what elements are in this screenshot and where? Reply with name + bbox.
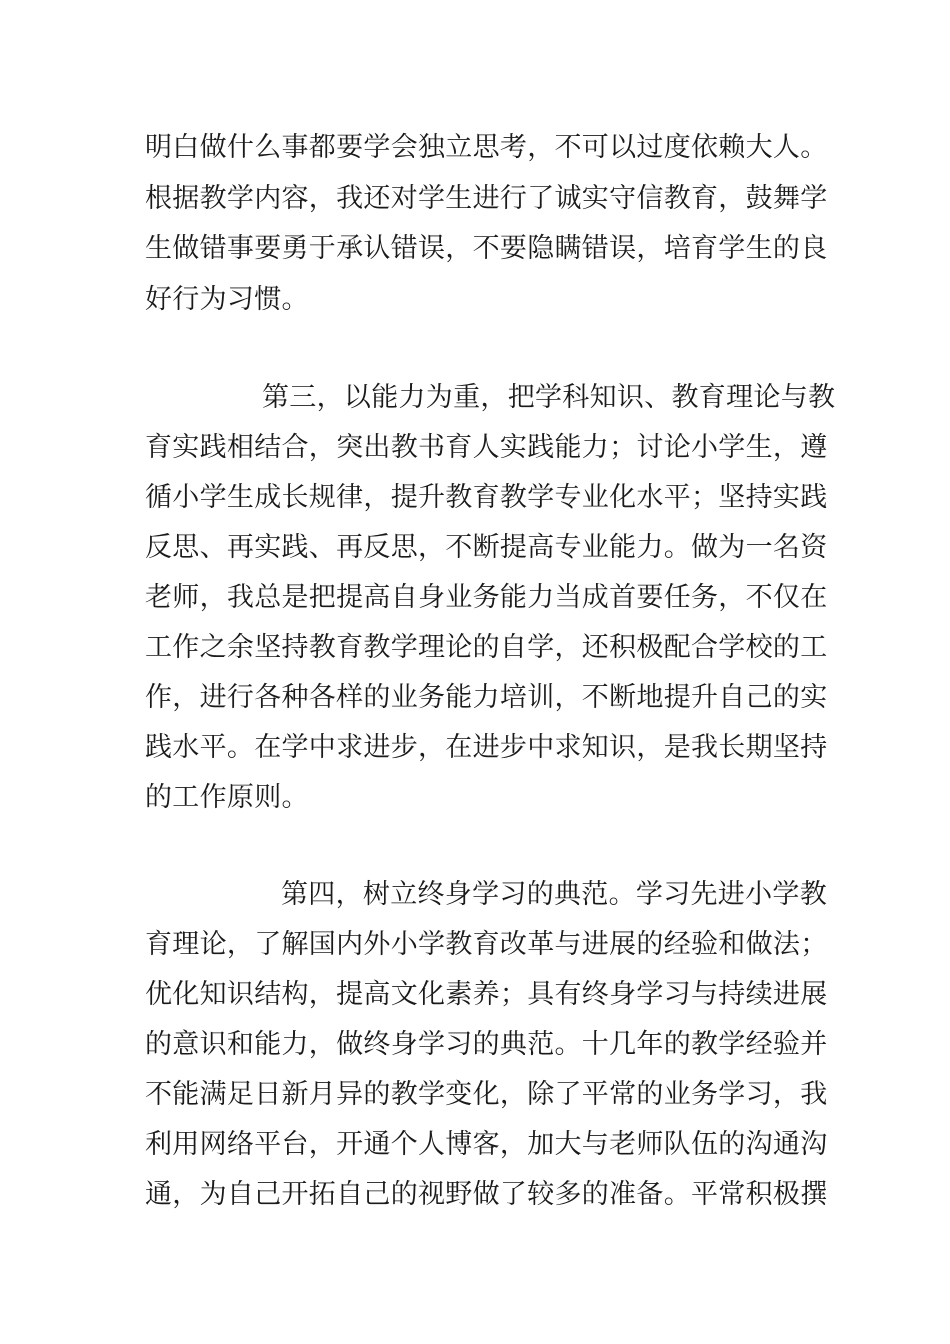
paragraph-1-line-1: 明白做什么事都要学会独立思考，不可以过度依赖大人。	[145, 132, 828, 163]
paragraph-2-line-8: 践水平。在学中求进步，在进步中求知识，是我长期坚持	[145, 732, 828, 763]
paragraph-2-line-7: 作，进行各种各样的业务能力培训，不断地提升自己的实	[145, 682, 828, 713]
paragraph-3-line-7: 通，为自己开拓自己的视野做了较多的准备。平常积极撰	[145, 1179, 828, 1210]
paragraph-1-line-4: 好行为习惯。	[145, 284, 309, 315]
paragraph-1-line-2: 根据教学内容，我还对学生进行了诚实守信教育，鼓舞学	[145, 183, 828, 214]
paragraph-3-line-1: 第四，树立终身学习的典范。学习先进小学教	[281, 879, 827, 910]
paragraph-2-line-2: 育实践相结合，突出教书育人实践能力；讨论小学生，遵	[145, 432, 828, 463]
paragraph-3-line-2: 育理论，了解国内外小学教育改革与进展的经验和做法；	[145, 929, 828, 960]
paragraph-3-line-4: 的意识和能力，做终身学习的典范。十几年的教学经验并	[145, 1029, 828, 1060]
paragraph-2-line-6: 工作之余坚持教育教学理论的自学，还积极配合学校的工	[145, 632, 828, 663]
paragraph-3-line-3: 优化知识结构，提高文化素养；具有终身学习与持续进展	[145, 979, 828, 1010]
paragraph-2-line-4: 反思、再实践、再反思，不断提高专业能力。做为一名资	[145, 532, 828, 563]
paragraph-2-line-9: 的工作原则。	[145, 782, 309, 813]
paragraph-1-line-3: 生做错事要勇于承认错误，不要隐瞒错误，培育学生的良	[145, 233, 828, 264]
paragraph-3-line-5: 不能满足日新月异的教学变化，除了平常的业务学习，我	[145, 1079, 828, 1110]
paragraph-3-line-6: 利用网络平台，开通个人博客，加大与老师队伍的沟通沟	[145, 1129, 828, 1160]
paragraph-2-line-5: 老师，我总是把提高自身业务能力当成首要任务，不仅在	[145, 582, 828, 613]
paragraph-2-line-3: 循小学生成长规律，提升教育教学专业化水平；坚持实践	[145, 482, 828, 513]
paragraph-2-line-1: 第三，以能力为重，把学科知识、教育理论与教	[262, 382, 836, 413]
